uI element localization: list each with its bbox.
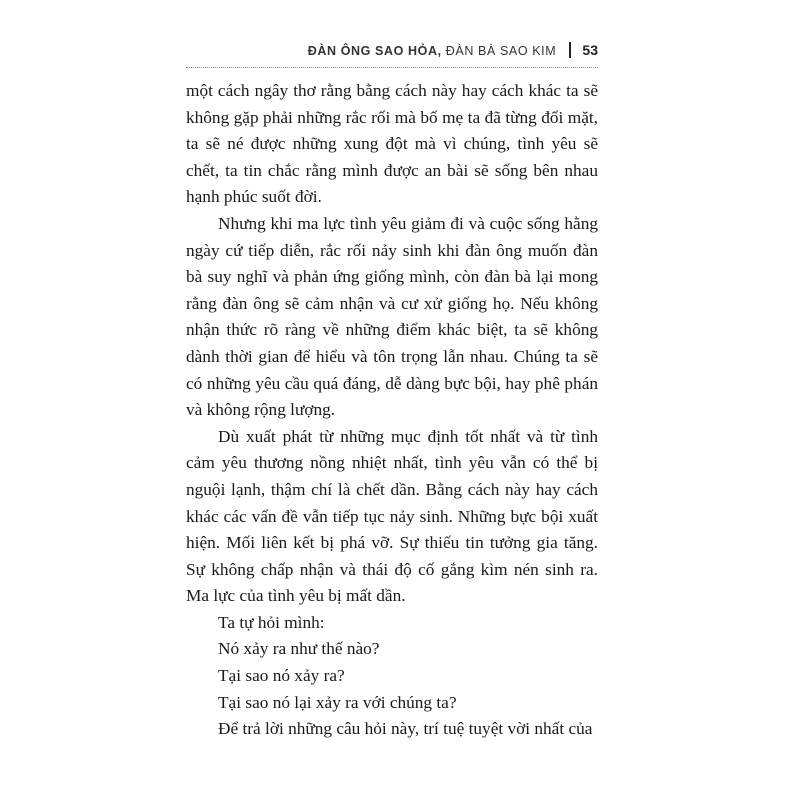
question-line: Ta tự hỏi mình: [218, 612, 325, 632]
running-header [186, 42, 598, 64]
question-line: Tại sao nó xảy ra? [218, 666, 345, 686]
question-line: Nó xảy ra như thế nào? [218, 639, 380, 659]
book-title-part-1: ĐÀN ÔNG SAO HỎA, [307, 44, 442, 58]
paragraph: Nhưng khi ma lực tình yêu giảm đi và cuộc sống hằng ngày cứ tiếp diễn, rắc rối nảy sinh khi đàn ông muốn đàn bà suy nghĩ và phản ứng giống mình, còn đàn bà lại mong rằng đàn ông sẽ cảm nhận và cư xử giống họ. Nếu không nhận thức rõ ràng về những điểm khác biệt, ta sẽ không dành thời gian để hiểu và tôn trọng lẫn nhau. Chúng ta sẽ có những yêu cầu quá đáng, dễ dàng bực bội, hay phê phán và không rộng lượng. [186, 213, 598, 420]
header-dotted-rule [186, 67, 598, 68]
header-separator [569, 42, 571, 58]
body-text [186, 78, 598, 743]
paragraph-closing: Để trả lời những câu hỏi này, trí tuệ tuyệt vời nhất của [218, 719, 593, 739]
question-line: Tại sao nó lại xảy ra với chúng ta? [218, 692, 457, 712]
paragraph: Dù xuất phát từ những mục định tốt nhất và từ tình cảm yêu thương nồng nhiệt nhất, tình yêu vẫn có thể bị nguội lạnh, thậm chí là chết dần. Bằng cách này hay cách khác các vấn đề vẫn tiếp tục nảy sinh. Những bực bội xuất hiện. Mối liên kết bị phá vỡ. Sự thiếu tin tưởng gia tăng. Sự không chấp nhận và thái độ cố gắng kìm nén sinh ra. Ma lực của tình yêu bị mất dần. [186, 426, 598, 606]
page-number: 53 [582, 42, 598, 58]
paragraph-continued: một cách ngây thơ rằng bằng cách này hay cách khác ta sẽ không gặp phải những rắc rối mà bố mẹ ta đã từng đối mặt, ta sẽ né được những xung đột mà vì chúng, tình yêu sẽ chết, ta tin chắc rằng mình được an bài sẽ sống bên nhau hạnh phúc suốt đời. [186, 81, 598, 207]
book-title-part-2: ĐÀN BÀ SAO KIM [445, 44, 557, 58]
